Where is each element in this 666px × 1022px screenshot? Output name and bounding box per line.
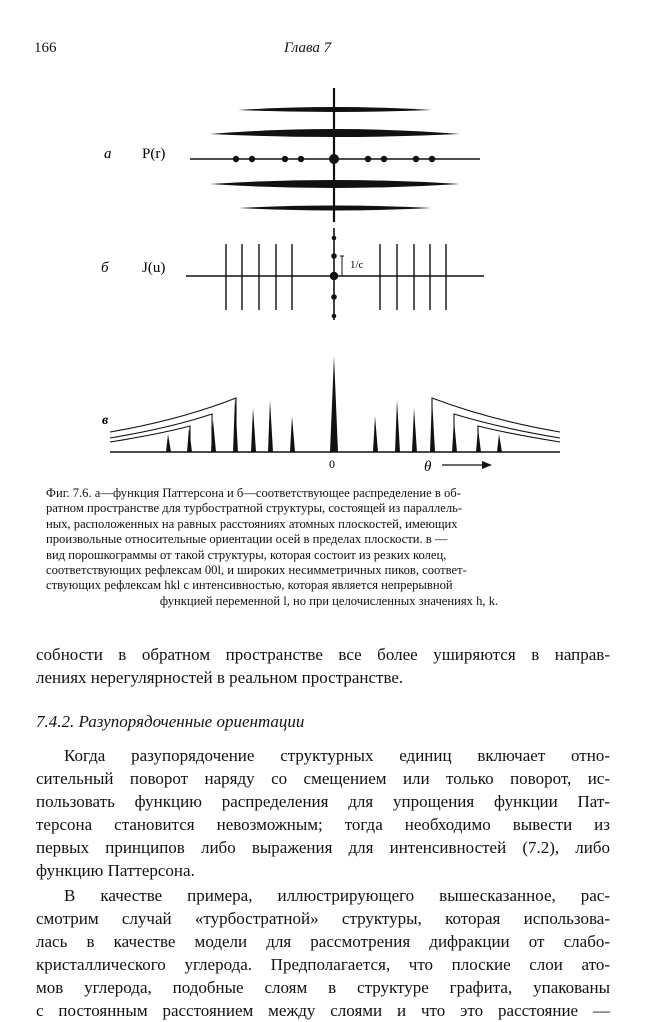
text-line: кристаллического углерода. Предполагается, что плоские слои ато- — [36, 955, 610, 974]
page-number: 166 — [34, 40, 57, 56]
caption-line: ратном пространстве для турбостратной структуры, состоящей из параллель- — [46, 501, 463, 516]
text-line: лениях нерегулярностей в реальном пространстве. — [36, 668, 404, 687]
spacing-marker — [340, 256, 344, 276]
text-line: смотрим случай «турбостратной» структуры, которая использова- — [36, 909, 610, 928]
peak-00l-central — [330, 356, 338, 452]
text-line: В качестве примера, иллюстрирующего вышесказанное, рас- — [64, 886, 610, 905]
text-line: пользовать функцию распределения для упрощения функции Пат- — [36, 792, 610, 811]
running-head: Глава 7 — [284, 40, 332, 56]
panel-c-powder-pattern — [102, 356, 560, 475]
text-line: Когда разупорядочение структурных единиц включает отно- — [64, 746, 610, 765]
text-line: терсона становится невозможным; тогда необходимо вывести из — [36, 815, 610, 834]
section-heading: 7.4.2. Разупорядоченные ориентации — [36, 712, 305, 731]
text-line: собности в обратном пространстве все более уширяются в направ- — [36, 645, 610, 664]
theta-label: θ — [424, 459, 432, 475]
caption-line: вид порошкограммы от такой структуры, которая состоит из резких колец, — [46, 547, 447, 562]
paragraph-continuation — [36, 643, 610, 689]
paragraph-disordered-orientations — [36, 744, 610, 882]
caption-line: соответствующих рефлексам 00l, и широких несимметричных пиков, соответ- — [46, 563, 467, 578]
figure-caption — [46, 486, 612, 609]
panel-b-letter: б — [101, 260, 109, 276]
text-line: с постоянным расстоянием между слоями и что это расстояние — — [36, 1001, 610, 1020]
text-line: мов углерода, подобные слоям в структуре графита, упакованы — [36, 978, 610, 997]
figure-7-6 — [0, 0, 666, 485]
patterson-function-label: P(r) — [142, 146, 166, 162]
text-line: функцию Паттерсона. — [36, 861, 195, 880]
caption-line: ных, расположенных на равных расстояниях атомных плоскостей, имеющих — [46, 516, 458, 531]
caption-line: Фиг. 7.6. а—функция Паттерсона и б—соответствующее распределение в об- — [46, 486, 461, 500]
panel-c-letter: в — [102, 413, 109, 428]
origin-label: 0 — [329, 457, 335, 471]
text-line: сительный поворот наряду со смещением или только поворот, ис- — [36, 769, 610, 788]
panel-a-letter: а — [104, 146, 112, 162]
caption-line: функцией переменной l, но при целочисленных значениях h, k. — [159, 593, 499, 608]
caption-line: ствующих рефлексам hkl с интенсивностью, которая является непрерывной — [46, 578, 453, 593]
spacing-label: 1/c — [350, 259, 364, 271]
text-line: лась в качестве модели для рассмотрения дифракции от слабо- — [36, 932, 610, 951]
paragraph-turbostratic-example — [36, 884, 610, 1022]
panel-a-patterson — [104, 88, 480, 222]
intensity-function-label: J(u) — [142, 260, 166, 276]
text-line: первых принципов либо выражения для интенсивностей (7.2), либо — [36, 838, 610, 857]
panel-b-reciprocal — [101, 228, 484, 320]
caption-line: произвольные относительные ориентации осей в пределах плоскости. в — — [46, 532, 448, 547]
theta-arrow-head — [482, 461, 492, 469]
